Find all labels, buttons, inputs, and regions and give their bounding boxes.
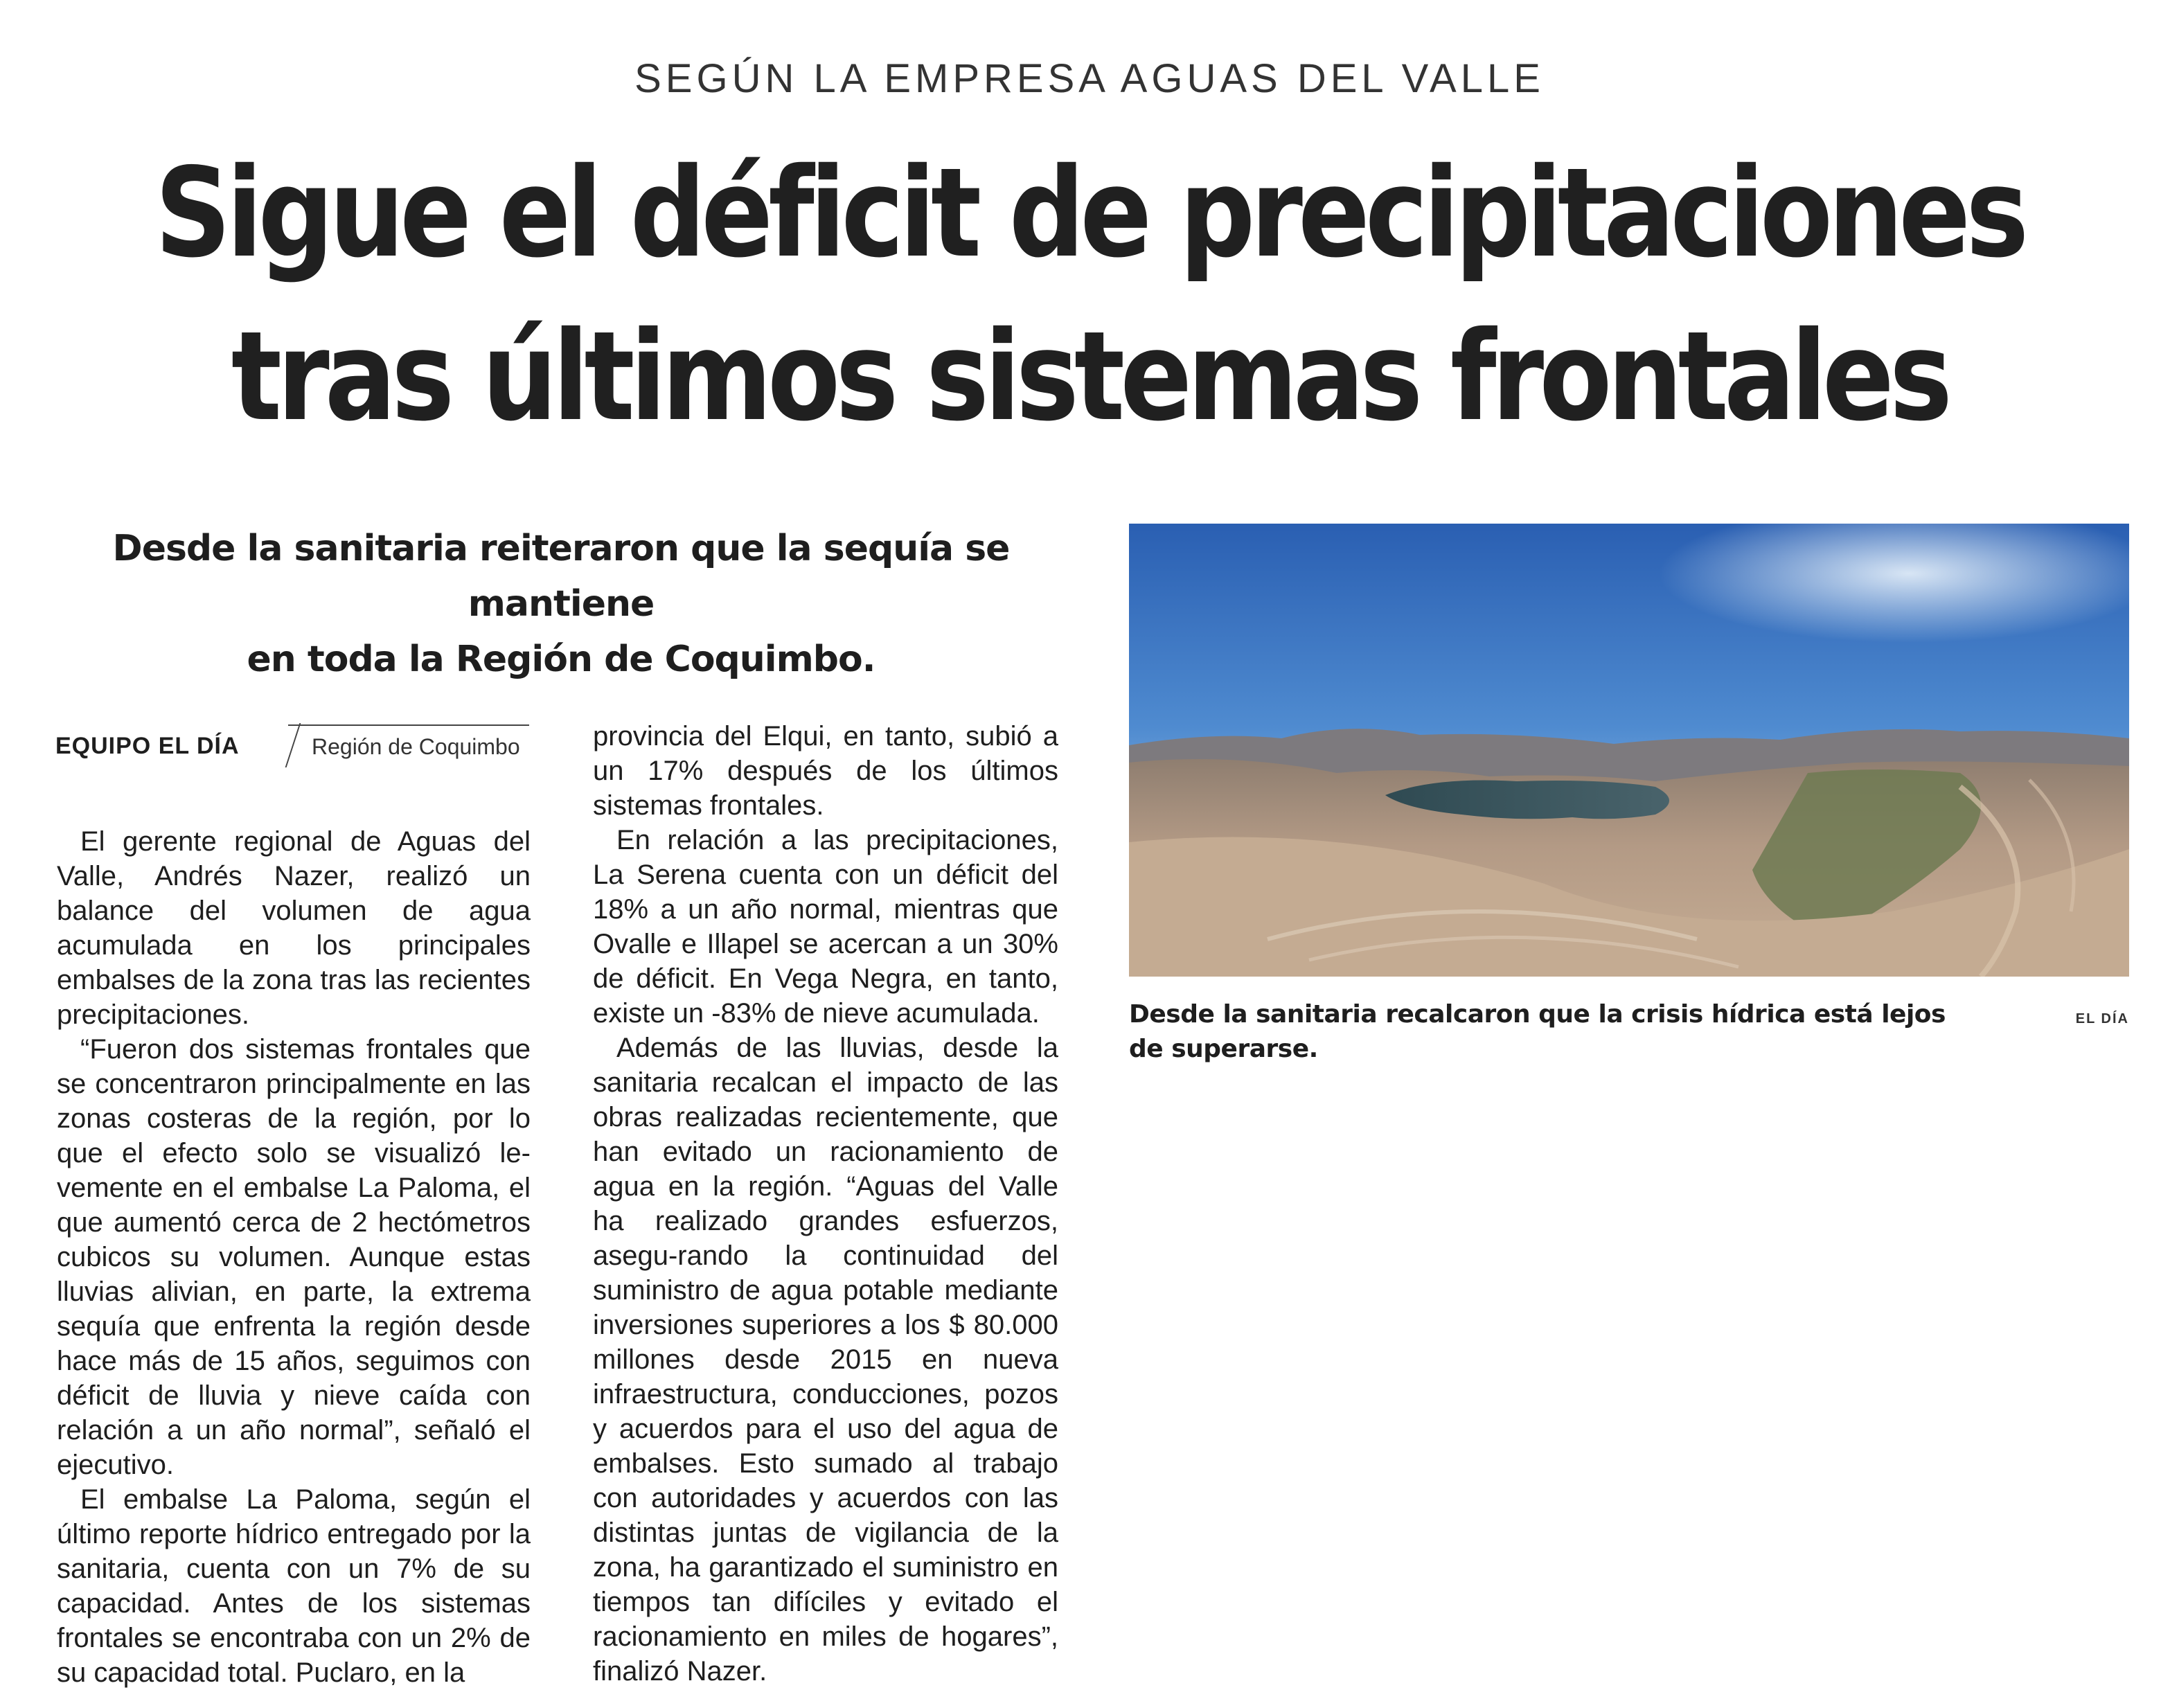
headline-line-1: Sigue el déficit de precipitaciones [154,141,2025,285]
paragraph: provincia del Elqui, en tanto, subió a un 17% después de los últimos sistemas frontales. [593,721,1058,821]
body-column-2 [593,719,1058,1689]
deck-line-1: Desde la sanitaria reiteraron que la sequía se mantiene [112,528,1010,625]
body-column-1 [57,824,531,1690]
paragraph: El gerente regional de Aguas del Valle, Andrés Nazer, realizó un balance del volumen de agua acumulada en los principales embalses de la zona tras las recientes precipitaciones. [57,826,531,1030]
paragraph: En relación a las precipitaciones, La Serena cuenta con un déficit del 18% a un año normal, mientras que Ovalle e Illapel se acercan a un 30% de déficit. En Vega Negra, en tanto, existe un -83% de nieve acumulada. [593,825,1058,1029]
photo-caption: Desde la sanitaria recalcaron que la crisis hídrica está lejos de superarse. [1129,1000,1946,1063]
paragraph: El embalse La Paloma, según el último reporte hídrico entregado por la sanitaria, cuenta con un 7% de su capacidad. Antes de los sistemas frontales se encontraba con un 2% de su capacidad total. Puclaro, en la [57,1484,531,1688]
byline [55,720,529,769]
headline [152,132,2027,459]
paragraph: Además de las lluvias, desde la sanitaria recalcan el impacto de las obras realizadas recientemente, que han evitado un racionamiento de agua en la región. “Aguas del Valle ha realizado grandes esfuerzos, asegu-rando la continuidad del suministro de agua potable mediante inversiones superiores a los $ 80.000 millones desde 2015 en nueva infraestructura, conducciones, pozos y acuerdos para el uso del agua de embalses. Esto sumado al trabajo con autoridades y acuerdos con las distintas juntas de vigilancia de la zona, ha garantizado el suministro en tiempos tan difíciles y evitado el racionamiento en miles de hogares”, finalizó Nazer. [593,1033,1058,1687]
kicker: SEGÚN LA EMPRESA AGUAS DEL VALLE [634,56,1545,101]
byline-author: EQUIPO EL DÍA [55,733,240,759]
deck [55,521,1067,687]
deck-line-2: en toda la Región de Coquimbo. [247,639,875,680]
paragraph: “Fueron dos sistemas frontales que se concentraron principalmente en las zonas costeras de la región, por lo que el efecto solo se visualizó le-vemente en el embalse La Paloma, el que aumentó cerca de 2 hectómetros cubicos su volumen. Aunque estas lluvias alivian, en parte, la extrema sequía que enfrenta la región desde hace más de 15 años, seguimos con déficit de lluvia y nieve caída con relación a un año normal”, señaló el ejecutivo. [57,1034,531,1480]
photo-credit: EL DÍA [2075,1011,2129,1026]
reservoir-photo [1129,524,2129,977]
byline-region: Región de Coquimbo [312,734,520,759]
headline-line-2: tras últimos sistemas frontales [231,305,1948,448]
reservoir-landscape-illustration [1129,524,2129,977]
